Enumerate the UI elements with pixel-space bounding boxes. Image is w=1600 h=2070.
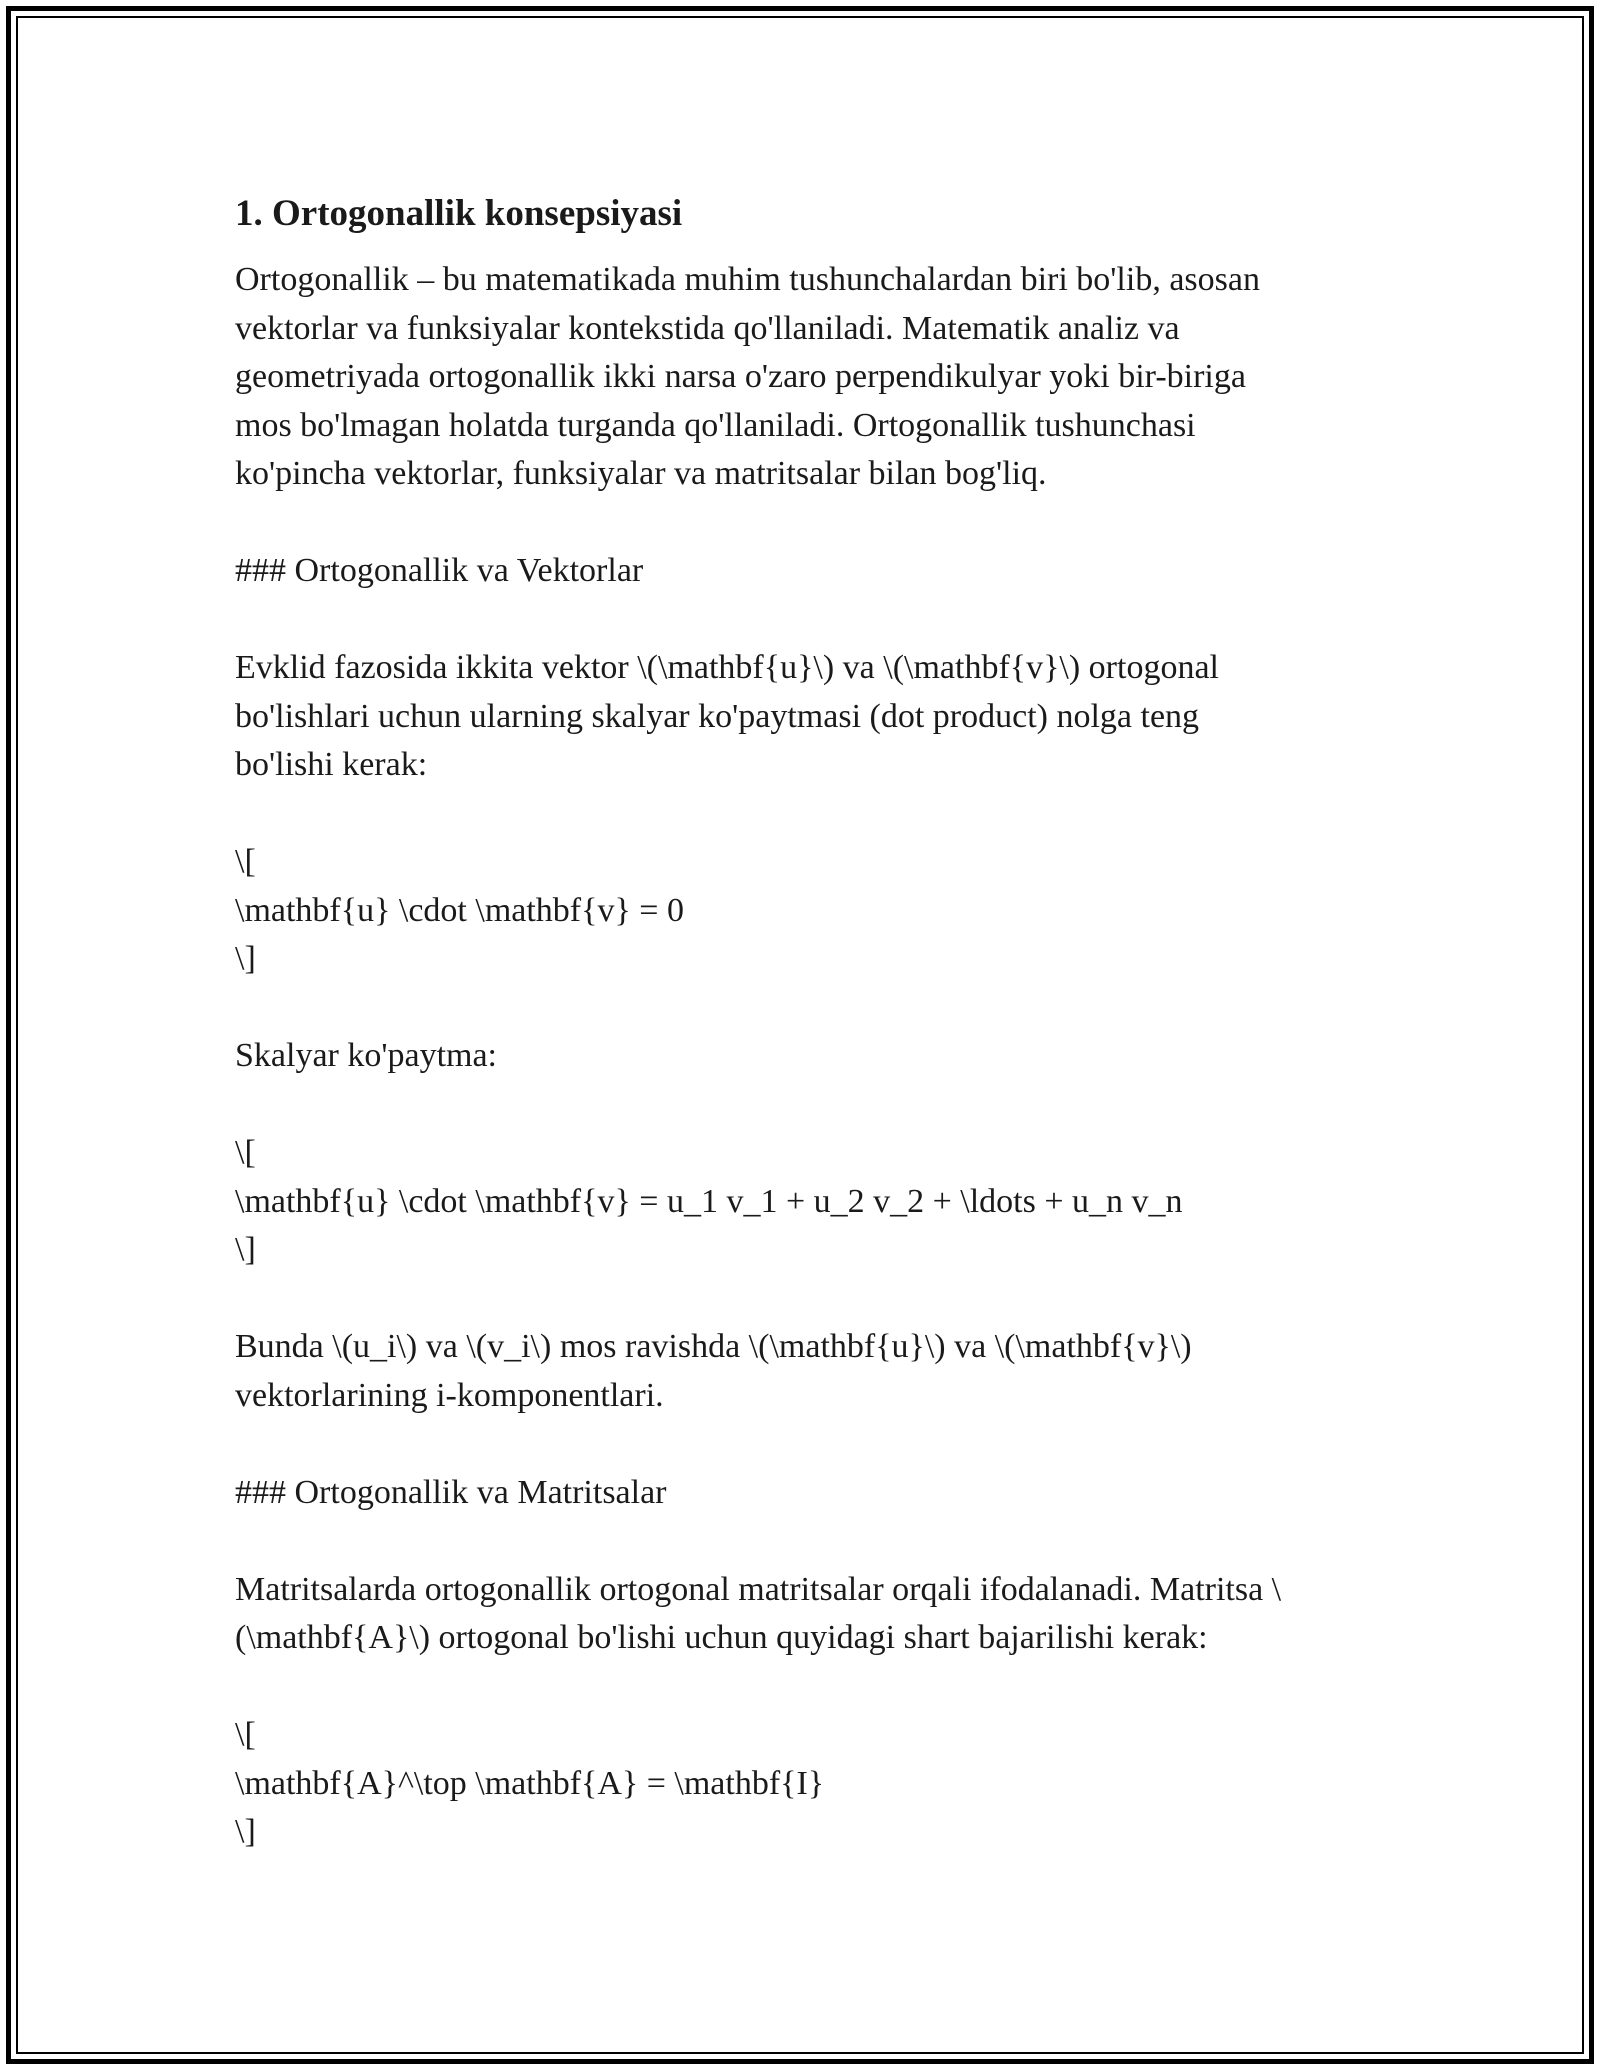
spacer bbox=[235, 1081, 1375, 1130]
equation-orthogonal-matrix bbox=[235, 1711, 1375, 1857]
equation-line: \mathbf{A}^\top \mathbf{A} = \mathbf{I} bbox=[235, 1764, 825, 1802]
equation-line: \[ bbox=[235, 1716, 256, 1753]
paragraph-line: Matritsalarda ortogonallik ortogonal matritsalar orqali ifodalanadi. Matritsa \ bbox=[235, 1570, 1282, 1608]
spacer bbox=[235, 499, 1375, 548]
intro-paragraph bbox=[235, 256, 1375, 499]
matrices-paragraph bbox=[235, 1566, 1375, 1663]
intro-line: mos bo'lmagan holatda turganda qo'llaniladi. Ortogonallik tushunchasi bbox=[235, 406, 1196, 444]
document-title: 1. Ortogonallik konsepsiyasi bbox=[235, 193, 683, 234]
spacer bbox=[235, 984, 1375, 1033]
vectors-paragraph bbox=[235, 644, 1375, 790]
paragraph-line: Evklid fazosida ikkita vektor \(\mathbf{u}\) va \(\mathbf{v}\) ortogonal bbox=[235, 649, 1219, 686]
equation-line: \[ bbox=[235, 843, 256, 880]
intro-line: geometriyada ortogonallik ikki narsa o'zaro perpendikulyar yoki bir-biriga bbox=[235, 358, 1246, 395]
equation-line: \mathbf{u} \cdot \mathbf{v} = u_1 v_1 + u_2 v_2 + \ldots + u_n v_n bbox=[235, 1182, 1183, 1220]
paragraph-line: bo'lishlari uchun ularning skalyar ko'paytmasi (dot product) nolga teng bbox=[235, 697, 1200, 735]
components-paragraph bbox=[235, 1323, 1375, 1420]
equation-line: \[ bbox=[235, 1134, 256, 1171]
spacer bbox=[235, 1663, 1375, 1712]
intro-line: Ortogonallik – bu matematikada muhim tushunchalardan biri bo'lib, asosan bbox=[235, 261, 1260, 298]
spacer bbox=[235, 1275, 1375, 1324]
section-heading-matrices bbox=[235, 1469, 1375, 1518]
equation-dot-product bbox=[235, 1129, 1375, 1275]
intro-line: ko'pincha vektorlar, funksiyalar va matritsalar bilan bog'liq. bbox=[235, 455, 1047, 492]
section-heading-text: ### Ortogonallik va Vektorlar bbox=[235, 552, 644, 589]
paragraph-line: bo'lishi kerak: bbox=[235, 746, 428, 783]
label-text: Skalyar ko'paytma: bbox=[235, 1037, 498, 1074]
section-heading-text: ### Ortogonallik va Matritsalar bbox=[235, 1473, 667, 1511]
spacer bbox=[235, 790, 1375, 839]
spacer bbox=[235, 1517, 1375, 1566]
paragraph-line: (\mathbf{A}\) ortogonal bo'lishi uchun quyidagi shart bajarilishi kerak: bbox=[235, 1619, 1208, 1656]
dot-product-label bbox=[235, 1032, 1375, 1081]
paragraph-line: Bunda \(u_i\) va \(v_i\) mos ravishda \(\mathbf{u}\) va \(\mathbf{v}\) bbox=[235, 1328, 1192, 1365]
spacer bbox=[235, 1420, 1375, 1469]
intro-line: vektorlar va funksiyalar kontekstida qo'llaniladi. Matematik analiz va bbox=[235, 309, 1180, 347]
document-body bbox=[235, 188, 1375, 1857]
equation-line: \mathbf{u} \cdot \mathbf{v} = 0 bbox=[235, 891, 684, 929]
equation-line: \] bbox=[235, 1231, 256, 1268]
section-heading-vectors bbox=[235, 547, 1375, 596]
paragraph-line: vektorlarining i-komponentlari. bbox=[235, 1376, 664, 1414]
spacer bbox=[235, 596, 1375, 645]
equation-orthogonality bbox=[235, 838, 1375, 984]
equation-line: \] bbox=[235, 940, 256, 977]
equation-line: \] bbox=[235, 1813, 256, 1850]
